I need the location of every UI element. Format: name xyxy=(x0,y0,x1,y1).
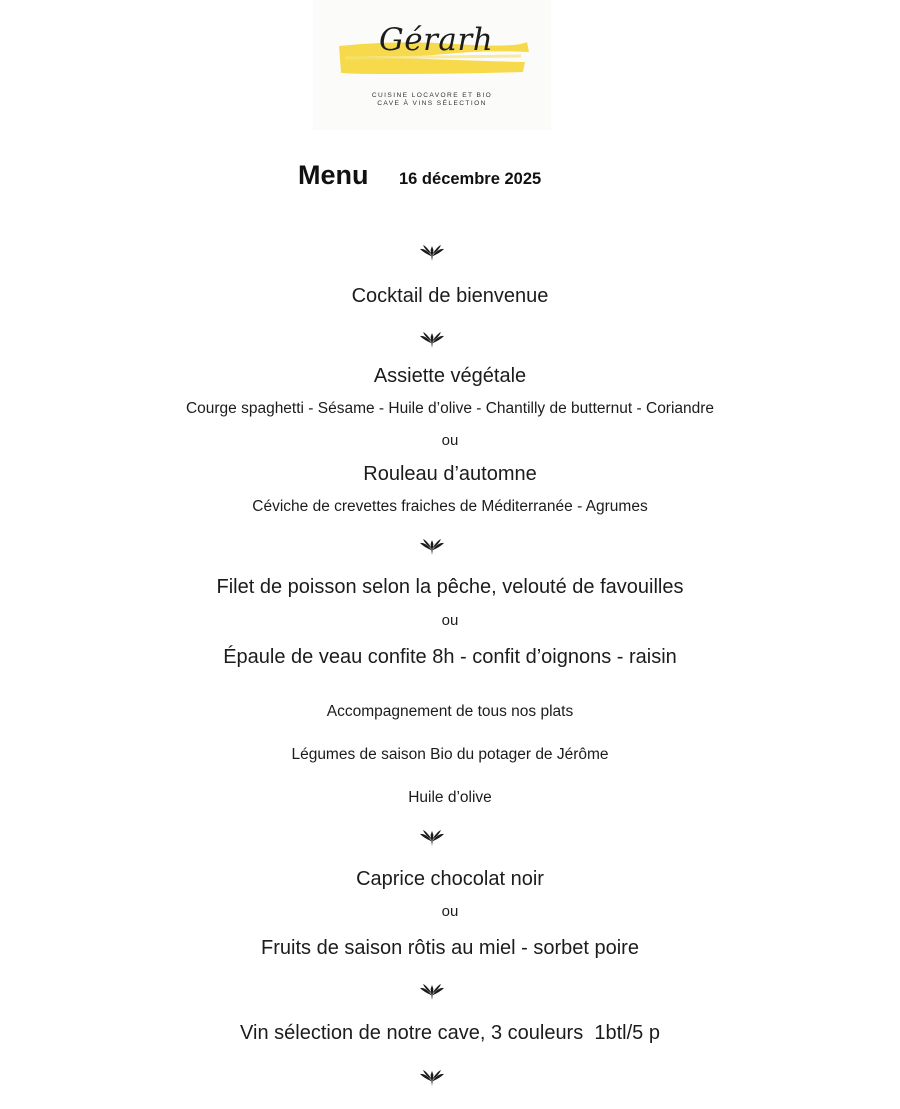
menu-header xyxy=(0,160,900,200)
floral-divider-icon xyxy=(419,331,445,349)
dessert-2: Fruits de saison rôtis au miel - sorbet poire xyxy=(261,937,639,959)
logo-tagline-1: CUISINE LOCAVORE ET BIO xyxy=(371,92,493,99)
restaurant-logo xyxy=(313,0,551,130)
starter-1-description: Courge spaghetti - Sésame - Huile d’olive - Chantilly de butternut - Coriandre xyxy=(185,400,715,417)
cocktail-item: Cocktail de bienvenue xyxy=(351,285,549,307)
floral-divider-icon xyxy=(419,1069,445,1087)
floral-divider-icon xyxy=(419,244,445,262)
dessert-1: Caprice chocolat noir xyxy=(356,868,544,890)
floral-divider-icon xyxy=(419,538,445,556)
side-item-2: Huile d’olive xyxy=(408,789,492,806)
or-separator: ou xyxy=(441,432,459,449)
menu-date: 16 décembre 2025 xyxy=(399,170,542,188)
wine-item: Vin sélection de notre cave, 3 couleurs 1btl/5 p xyxy=(240,1022,660,1044)
starter-2-name: Rouleau d’automne xyxy=(363,463,537,485)
page-title: Menu xyxy=(298,160,369,190)
floral-divider-icon xyxy=(419,829,445,847)
main-2: Épaule de veau confite 8h - confit d’oignons - raisin xyxy=(223,646,677,668)
or-separator: ou xyxy=(441,903,459,920)
starter-2-description: Céviche de crevettes fraiches de Méditerranée - Agrumes xyxy=(252,498,648,515)
side-title: Accompagnement de tous nos plats xyxy=(326,703,574,720)
side-item-1: Légumes de saison Bio du potager de Jérôme xyxy=(291,746,609,763)
logo-tagline-2: CAVE À VINS SÉLECTION xyxy=(377,100,487,107)
floral-divider-icon xyxy=(419,983,445,1001)
logo-brand-name: Gérarh xyxy=(379,22,494,58)
starter-1-name: Assiette végétale xyxy=(373,365,527,387)
main-1: Filet de poisson selon la pêche, velouté de favouilles xyxy=(216,576,684,598)
or-separator: ou xyxy=(441,612,459,629)
